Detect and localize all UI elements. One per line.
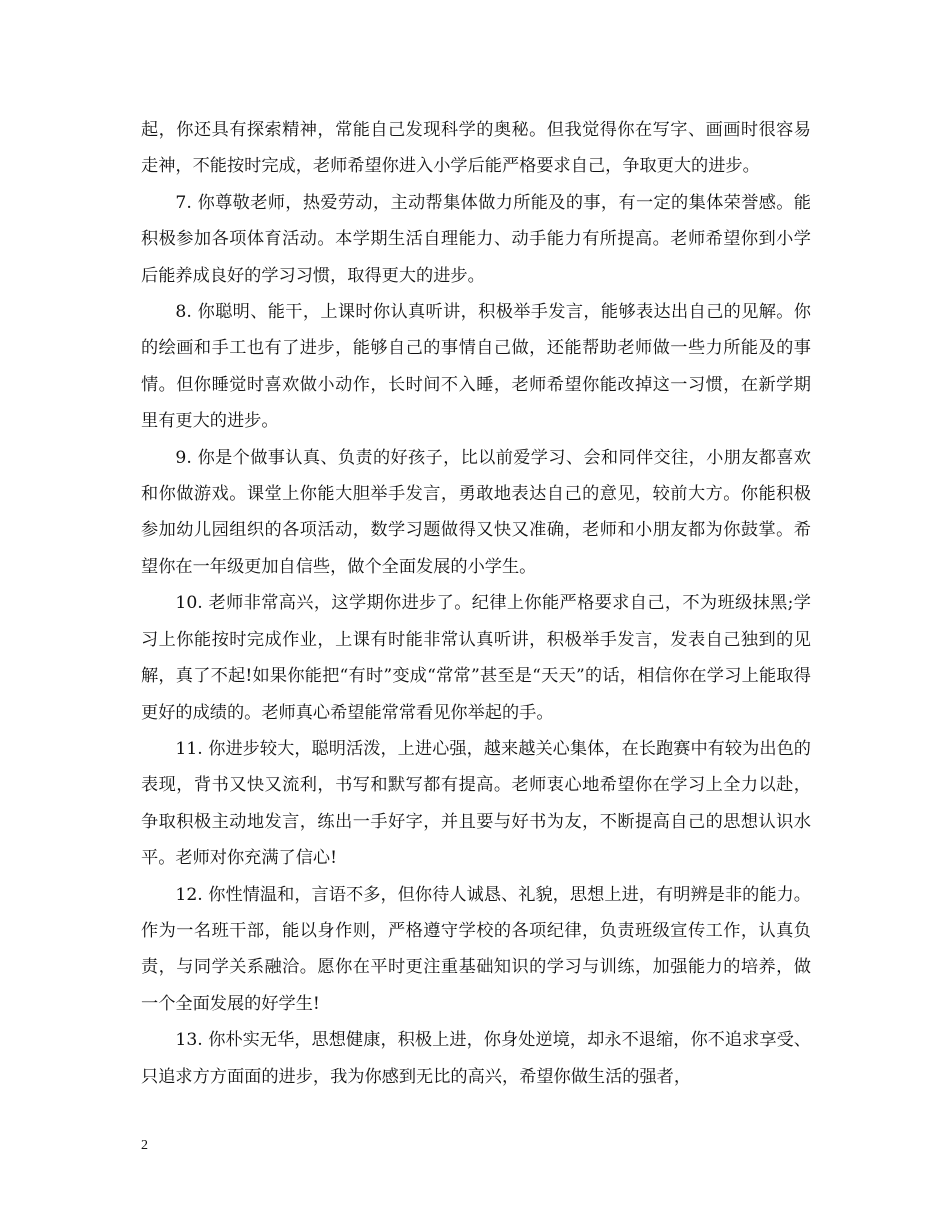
paragraph-comment-8: 8. 你聪明、能干，上课时你认真听讲，积极举手发言，能够表达出自己的见解。你的绘画和手工也有了进步，能够自己的事情自己做，还能帮助老师做一些力所能及的事情。但你睡觉时喜欢做小动作，长时间不入睡，老师希望你能改掉这一习惯，在新学期里有更大的进步。 <box>141 302 811 432</box>
paragraph-comment-12: 12. 你性情温和，言语不多，但你待人诚恳、礼貌，思想上进，有明辨是非的能力。作为一名班干部，能以身作则，严格遵守学校的各项纪律，负责班级宣传工作，认真负责，与同学关系融洽。愿你在平时更注重基础知识的学习与训练，加强能力的培养，做一个全面发展的好学生! <box>141 884 811 1014</box>
paragraph-comment-10: 10. 老师非常高兴，这学期你进步了。纪律上你能严格要求自己，不为班级抹黑;学习上你能按时完成作业，上课有时能非常认真听讲，积极举手发言，发表自己独到的见解，真了不起!如果你能把“有时”变成“常常”甚至是“天天”的话，相信你在学习上能取得更好的成绩的。老师真心希望能常常看见你举起的手。 <box>141 593 811 723</box>
paragraph-comment-9: 9. 你是个做事认真、负责的好孩子，比以前爱学习、会和同伴交往，小朋友都喜欢和你做游戏。课堂上你能大胆举手发言，勇敢地表达自己的意见，较前大方。你能积极参加幼儿园组织的各项活动，数学习题做得又快又准确，老师和小朋友都为你鼓掌。希望你在一年级更加自信些，做个全面发展的小学生。 <box>141 447 811 577</box>
page-body <box>141 112 811 1095</box>
paragraph-comment-7: 7. 你尊敬老师，热爱劳动，主动帮集体做力所能及的事，有一定的集体荣誉感。能积极参加各项体育活动。本学期生活自理能力、动手能力有所提高。老师希望你到小学后能养成良好的学习习惯，取得更大的进步。 <box>141 192 811 286</box>
paragraph-comment-13: 13. 你朴实无华，思想健康，积极上进，你身处逆境，却永不退缩，你不追求享受、只追求方方面面的进步，我为你感到无比的高兴，希望你做生活的强者， <box>141 1030 811 1087</box>
paragraph-continuation: 起，你还具有探索精神，常能自己发现科学的奥秘。但我觉得你在写字、画画时很容易走神，不能按时完成，老师希望你进入小学后能严格要求自己，争取更大的进步。 <box>141 120 811 177</box>
page-number: 2 <box>141 1138 148 1153</box>
paragraph-comment-11: 11. 你进步较大，聪明活泼，上进心强，越来越关心集体，在长跑赛中有较为出色的表现，背书又快又流利，书写和默写都有提高。老师衷心地希望你在学习上全力以赴，争取积极主动地发言，练出一手好字，并且要与好书为友，不断提高自己的思想认识水平。老师对你充满了信心! <box>141 738 811 869</box>
